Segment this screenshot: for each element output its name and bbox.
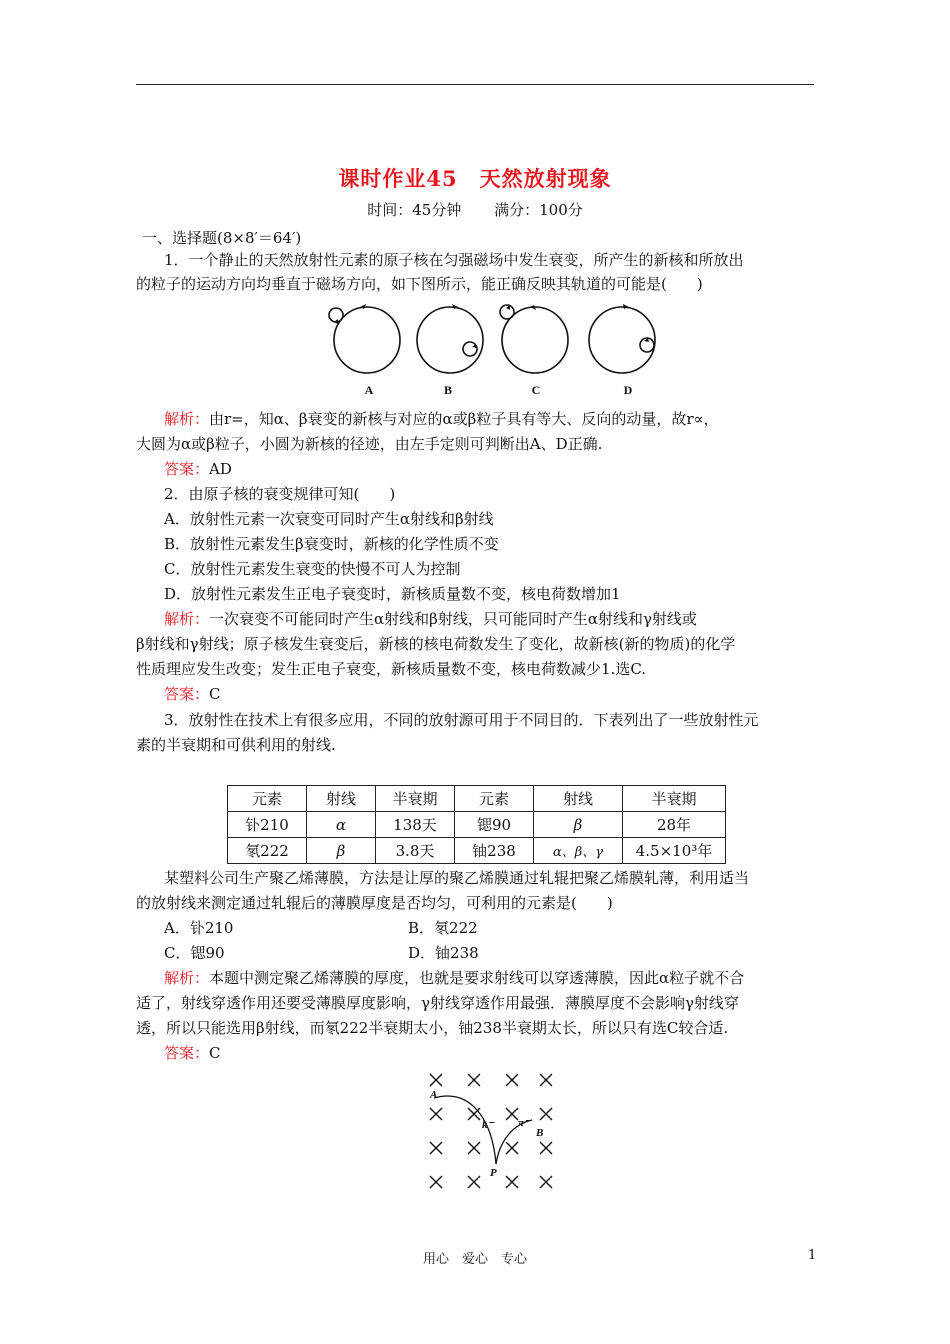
header-rule — [136, 84, 814, 85]
orbit-label-a: A — [364, 383, 374, 397]
orbit-b-small — [463, 342, 477, 356]
table-cell: 元素 — [455, 786, 534, 812]
q1-stem-line1: 1．一个静止的天然放射性元素的原子核在匀强磁场中发生衰变，所产生的新核和所放出 — [164, 251, 744, 269]
q3-option-a: A．钋210 — [164, 919, 234, 937]
table-cell: 28年 — [623, 812, 726, 838]
time-limit: 时间：45分钟 — [367, 201, 462, 219]
q1-stem-line2: 的粒子的运动方向均垂直于磁场方向，如下图所示，能正确反映其轨道的可能是( ) — [136, 275, 703, 293]
section-heading: 一、选择题(8×8′＝64′) — [142, 229, 302, 247]
table-cell: 元素 — [228, 786, 307, 812]
orbit-a-small — [329, 308, 343, 322]
orbit-label-d: D — [623, 383, 633, 397]
footer-motto: 用心 爱心 专心 — [422, 1252, 527, 1267]
answer-label: 答案： — [164, 460, 210, 478]
k-minus-label: k⁻ — [482, 1119, 494, 1131]
table-cell: 锶90 — [455, 812, 534, 838]
q1-explanation-line2: 大圆为α或β粒子，小圆为新核的径迹，由左手定则可判断出A、D正确. — [136, 435, 603, 453]
q3-explanation-line3: 透，所以只能选用β射线，而氡222半衰期太小，铀238半衰期太长，所以只有选C较合适. — [136, 1019, 729, 1037]
table-cell: α — [307, 812, 376, 838]
q3-stem-line3: 某塑料公司生产聚乙烯薄膜，方法是让厚的聚乙烯膜通过轧辊把聚乙烯膜轧薄，利用适当 — [164, 869, 750, 887]
orbit-label-c: C — [531, 383, 541, 397]
q2-option-c: C．放射性元素发生衰变的快慢不可人为控制 — [164, 560, 461, 578]
q2-stem: 2．由原子核的衰变规律可知( ) — [164, 485, 396, 503]
orbit-a-large — [334, 307, 400, 373]
q3-option-d: D．铀238 — [408, 944, 479, 962]
table-cell: 铀238 — [455, 838, 534, 864]
table-cell: 3.8天 — [376, 838, 455, 864]
table-cell: 氡222 — [228, 838, 307, 864]
q1-explanation-line1: 解析：由r=，知α、β衰变的新核与对应的α或β粒子具有等大、反向的动量，故r∝， — [164, 410, 719, 428]
table-cell: 半衰期 — [376, 786, 455, 812]
q3-stem-line4: 的放射线来测定通过轧辊后的薄膜厚度是否均匀，可利用的元素是( ) — [136, 894, 613, 912]
table-cell: 射线 — [307, 786, 376, 812]
q3-option-c: C．锶90 — [164, 944, 225, 962]
table-row — [228, 786, 726, 812]
orbit-c-small — [500, 305, 514, 319]
point-p-label: P — [490, 1167, 497, 1179]
orbit-d-large — [589, 307, 655, 373]
pi-minus-label: π⁻ — [518, 1117, 530, 1129]
point-a-label: A — [430, 1089, 438, 1101]
table-cell: β — [534, 812, 623, 838]
table-cell: 射线 — [534, 786, 623, 812]
orbit-label-b: B — [443, 383, 453, 397]
track-figure — [420, 1068, 570, 1198]
orbit-b-large — [417, 307, 483, 373]
q2-option-b: B．放射性元素发生β衰变时，新核的化学性质不变 — [164, 535, 499, 553]
q1-answer: 答案：AD — [164, 460, 232, 478]
q2-answer: 答案：C — [164, 685, 221, 703]
table-row — [228, 812, 726, 838]
q3-explanation-line1: 解析：本题中测定聚乙烯薄膜的厚度，也就是要求射线可以穿透薄膜，因此α粒子就不合 — [164, 969, 745, 987]
table-cell: β — [307, 838, 376, 864]
table-cell: 138天 — [376, 812, 455, 838]
table-cell: 钋210 — [228, 812, 307, 838]
q2-explanation-line1: 解析：一次衰变不可能同时产生α射线和β射线，只可能同时产生α射线和γ射线或 — [164, 610, 697, 628]
q3-stem-line2: 素的半衰期和可供利用的射线. — [136, 736, 336, 754]
table-row — [228, 838, 726, 864]
table-cell: 4.5×10³年 — [623, 838, 726, 864]
q2-option-a: A．放射性元素一次衰变可同时产生α射线和β射线 — [164, 510, 494, 528]
explanation-label: 解析： — [164, 410, 210, 428]
page-number: 1 — [808, 1248, 817, 1263]
q3-option-b: B．氡222 — [408, 919, 478, 937]
q3-explanation-line2: 适了，射线穿透作用还要受薄膜厚度影响，γ射线穿透作用最强．薄膜厚度不会影响γ射线穿 — [136, 994, 739, 1012]
q2-option-d: D．放射性元素发生正电子衰变时，新核质量数不变，核电荷数增加1 — [164, 585, 621, 603]
q2-explanation-line2: β射线和γ射线；原子核发生衰变后，新核的核电荷数发生了变化，故新核(新的物质)的化学 — [136, 635, 736, 653]
q1-orbit-figure — [320, 300, 680, 405]
page-title: 课时作业45 天然放射现象 — [338, 166, 612, 191]
q3-stem-line1: 3．放射性在技术上有很多应用，不同的放射源可用于不同目的．下表列出了一些放射性元 — [164, 711, 759, 729]
point-b-label: B — [536, 1127, 544, 1139]
table-cell: 半衰期 — [623, 786, 726, 812]
answer-label: 答案： — [164, 1044, 210, 1062]
subtitle — [0, 199, 950, 220]
q2-explanation-line3: 性质理应发生改变；发生正电子衰变，新核质量数不变，核电荷数减少1.选C. — [136, 660, 647, 678]
explanation-label: 解析： — [164, 610, 210, 628]
full-score: 满分：100分 — [494, 201, 583, 219]
answer-label: 答案： — [164, 685, 210, 703]
table-cell: α、β、γ — [534, 838, 623, 864]
q3-answer: 答案：C — [164, 1044, 221, 1062]
half-life-table — [227, 785, 726, 864]
explanation-label: 解析： — [164, 969, 210, 987]
